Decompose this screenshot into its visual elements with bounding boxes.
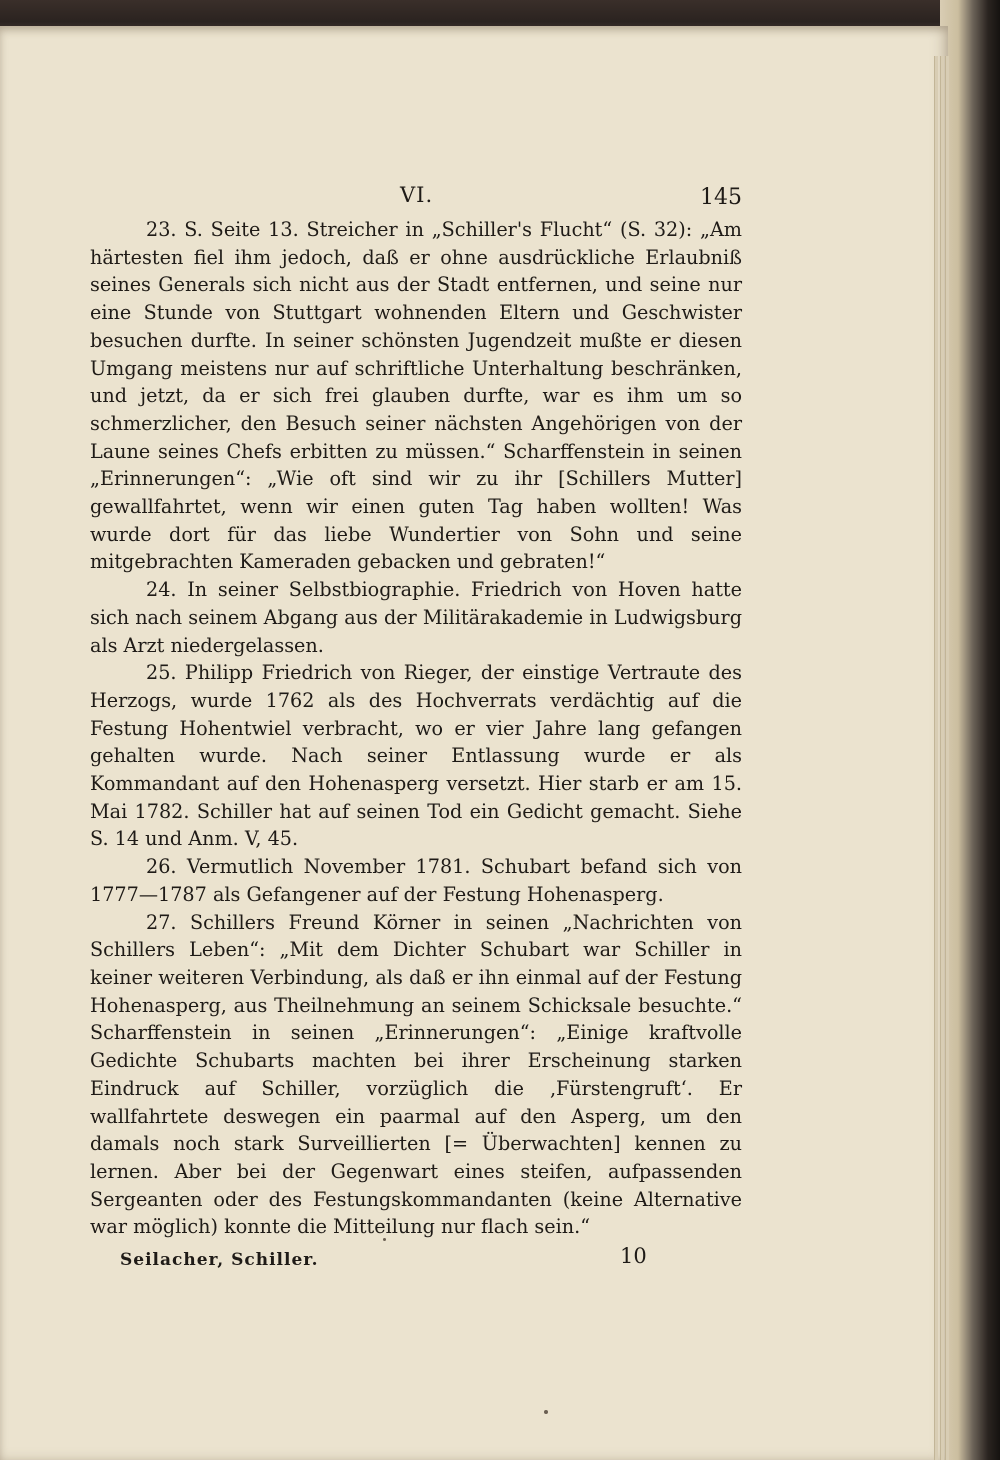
sheet-number: 10	[620, 1244, 647, 1269]
note-24: 24. In seiner Selbstbiographie. Friedrich von Hoven hatte sich nach seinem Abgang aus der Militärakademie in Ludwigsburg als Arzt niedergelassen.	[90, 578, 742, 657]
page-text	[90, 176, 742, 1273]
book-page	[0, 26, 948, 1460]
page-edge	[940, 56, 944, 1460]
page-number: 145	[700, 185, 742, 210]
page-footer	[90, 1243, 742, 1273]
note-27: 27. Schillers Freund Körner in seinen „Nachrichten von Schillers Leben“: „Mit dem Dichter Schubart war Schiller in keiner weiteren Verbindung, als daß er ihn einmal auf der Festung Hohenasperg, aus Theilnehmung an seinem Schicksale besuchte.“ Scharffenstein in seinen „Erinnerungen“: „Einige kraftvolle Gedichte Schubarts machten bei ihrer Erscheinung starken Eindruck auf Schiller, vorzüglich die ‚Fürstengruft‘. Er wallfahrtete deswegen ein paarmal auf den Asperg, um den damals noch stark Surveillierten [= Überwachten] kennen zu lernen. Aber bei der Gegenwart eines steifen, aufpassenden Sergeanten oder des Festungskommandanten (keine Alternative war möglich) konnte die Mitteilung nur flach sein.“	[90, 910, 742, 1239]
running-head: VI.	[400, 183, 434, 207]
page-edge	[934, 56, 938, 1460]
note-25: 25. Philipp Friedrich von Rieger, der einstige Vertraute des Herzogs, wurde 1762 als des Hochverrats verdächtig auf die Festung Hohentwiel verbracht, wo er vier Jahre lang gefangen gehalten wurde. Nach seiner Entlassung wurde er als Kommandant auf den Hohenasperg versetzt. Hier starb er am 15. Mai 1782. Schiller hat auf seinen Tod ein Gedicht gemacht. Siehe S. 14 und Anm. V, 45.	[90, 661, 742, 851]
note-23: 23. S. Seite 13. Streicher in „Schiller's Flucht“ (S. 32): „Am härtesten fiel ihm jedoch, daß er ohne ausdrückliche Erlaubniß seines Generals sich nicht aus der Stadt entfernen, und seine nur eine Stunde von Stuttgart wohnenden Eltern und Geschwister besuchen durfte. In seiner schönsten Jugendzeit mußte er diesen Umgang meistens nur auf schriftliche Unterhaltung beschränken, und jetzt, da er sich frei glauben durfte, war es ihm um so schmerzlicher, den Besuch seiner nächsten Angehörigen von der Laune seines Chefs erbitten zu müssen.“ Scharffenstein in seinen „Erinnerungen“: „Wie oft sind wir zu ihr [Schillers Mutter] gewallfahrtet, wenn wir einen guten Tag haben wollten! Was wurde dort für das liebe Wundertier von Sohn und seine mitgebrachten Kameraden gebacken und gebraten!“	[90, 218, 742, 574]
page-edge	[945, 56, 949, 1460]
page-header	[90, 176, 742, 216]
note-26: 26. Vermutlich November 1781. Schubart befand sich von 1777—1787 als Gefangener auf der Festung Hohenasperg.	[90, 855, 742, 906]
printer-signature: Seilacher, Schiller.	[120, 1250, 319, 1271]
paper-speck	[544, 1410, 548, 1414]
book-binding-edge	[940, 0, 1000, 1460]
